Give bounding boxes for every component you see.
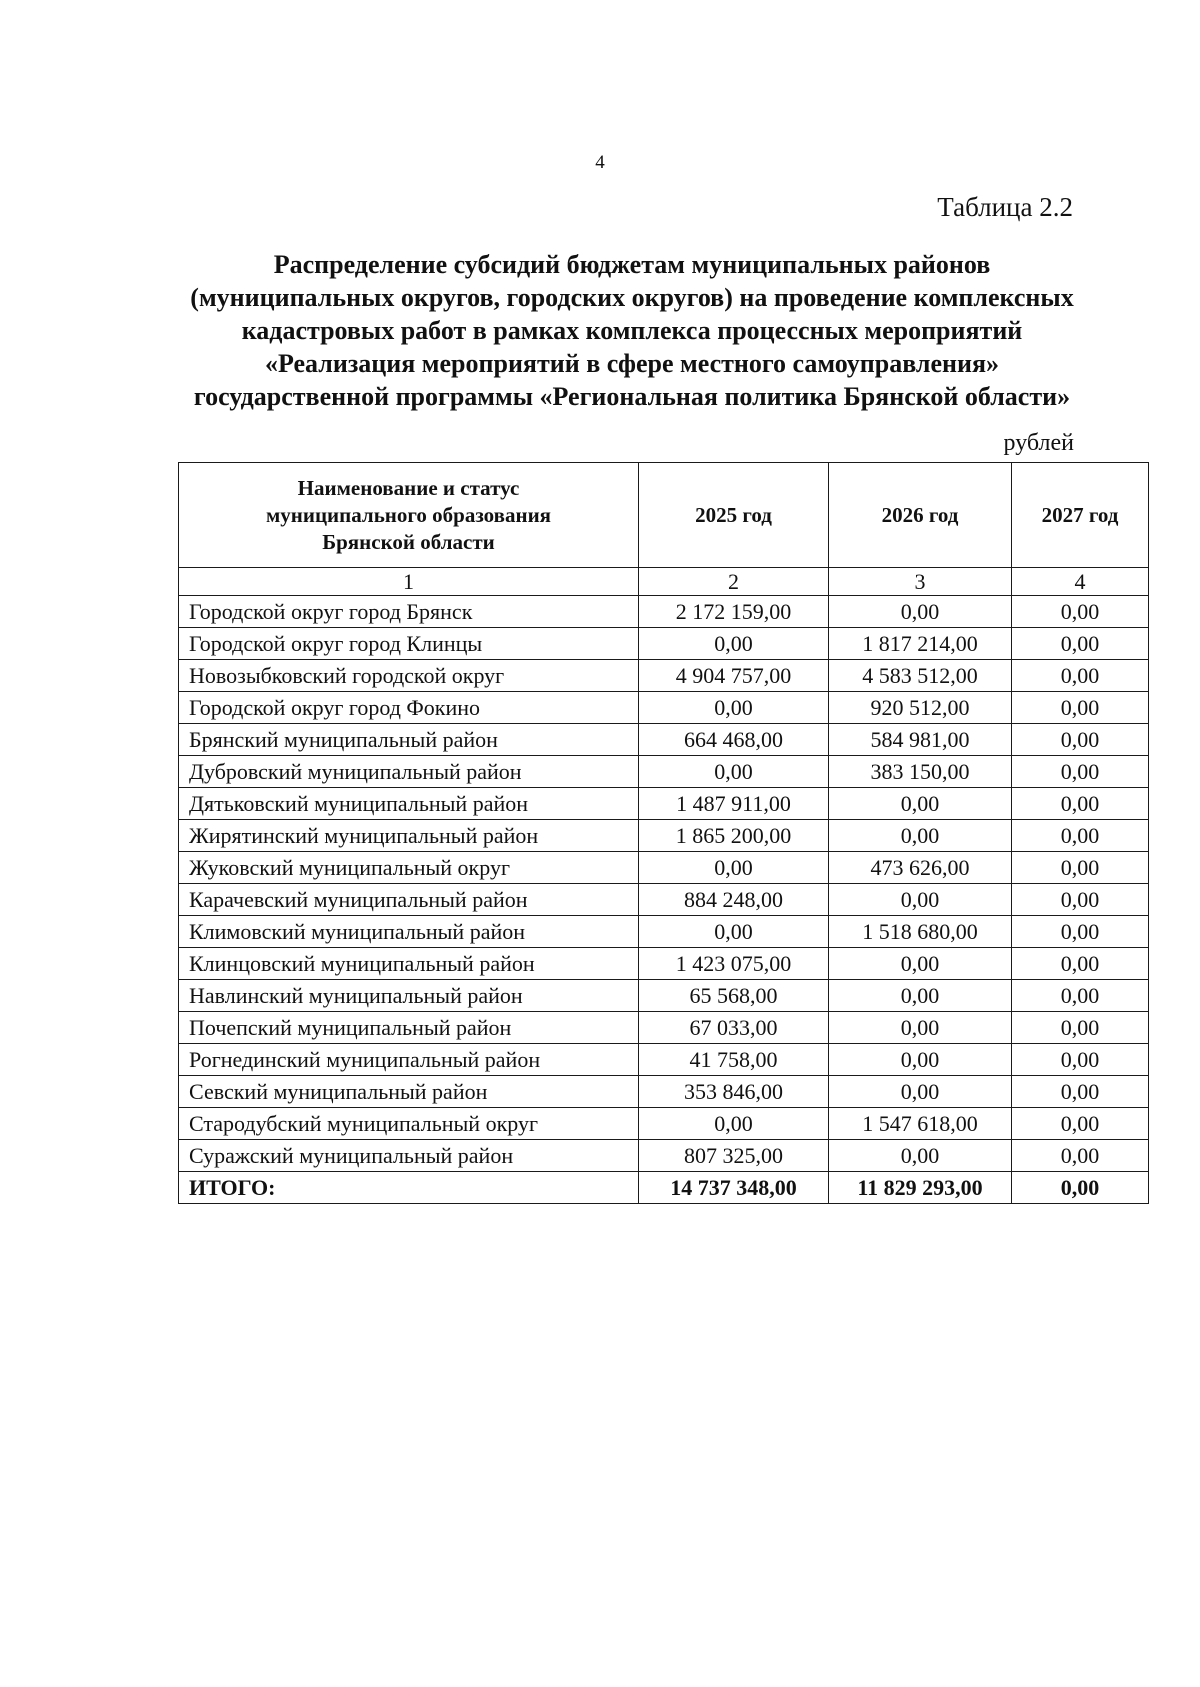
row-value-2027: 0,00 xyxy=(1012,756,1149,788)
total-row xyxy=(179,1172,1149,1204)
row-value-2027: 0,00 xyxy=(1012,788,1149,820)
table-row xyxy=(179,724,1149,756)
title-line: государственной программы «Региональная политика Брянской области» xyxy=(193,382,1071,411)
row-value-2027: 0,00 xyxy=(1012,980,1149,1012)
header-name: Наименование и статус муниципального образования Брянской области xyxy=(179,463,639,568)
title-line: «Реализация мероприятий в сфере местного самоуправления» xyxy=(264,349,1000,378)
row-value-2027: 0,00 xyxy=(1012,1108,1149,1140)
row-value-2026: 0,00 xyxy=(829,596,1012,628)
total-label: ИТОГО: xyxy=(179,1172,639,1204)
subsidy-table xyxy=(178,462,1149,1204)
row-value-2025: 1 423 075,00 xyxy=(639,948,829,980)
table-row xyxy=(179,884,1149,916)
row-name: Новозыбковский городской округ xyxy=(179,660,639,692)
row-value-2026: 1 518 680,00 xyxy=(829,916,1012,948)
row-name: Почепский муниципальный район xyxy=(179,1012,639,1044)
row-name: Севский муниципальный район xyxy=(179,1076,639,1108)
units-label: рублей xyxy=(1003,430,1074,456)
table-row xyxy=(179,1140,1149,1172)
row-value-2027: 0,00 xyxy=(1012,852,1149,884)
column-number-row xyxy=(179,568,1149,596)
row-value-2025: 1 865 200,00 xyxy=(639,820,829,852)
row-name: Городской округ город Брянск xyxy=(179,596,639,628)
column-number: 4 xyxy=(1012,568,1149,596)
table-row xyxy=(179,916,1149,948)
row-name: Климовский муниципальный район xyxy=(179,916,639,948)
row-value-2026: 0,00 xyxy=(829,884,1012,916)
row-value-2025: 0,00 xyxy=(639,756,829,788)
document-title xyxy=(150,248,1114,413)
table-row xyxy=(179,660,1149,692)
table-row xyxy=(179,1108,1149,1140)
table-row xyxy=(179,948,1149,980)
total-2027: 0,00 xyxy=(1012,1172,1149,1204)
row-value-2026: 0,00 xyxy=(829,788,1012,820)
table-row xyxy=(179,596,1149,628)
row-value-2025: 0,00 xyxy=(639,628,829,660)
table-row xyxy=(179,692,1149,724)
row-value-2026: 473 626,00 xyxy=(829,852,1012,884)
row-value-2025: 67 033,00 xyxy=(639,1012,829,1044)
row-value-2027: 0,00 xyxy=(1012,884,1149,916)
row-name: Жуковский муниципальный округ xyxy=(179,852,639,884)
row-value-2026: 0,00 xyxy=(829,1140,1012,1172)
table-row xyxy=(179,980,1149,1012)
row-value-2025: 0,00 xyxy=(639,916,829,948)
row-value-2025: 41 758,00 xyxy=(639,1044,829,1076)
row-value-2027: 0,00 xyxy=(1012,724,1149,756)
row-name: Брянский муниципальный район xyxy=(179,724,639,756)
header-2025: 2025 год xyxy=(639,463,829,568)
row-value-2026: 383 150,00 xyxy=(829,756,1012,788)
row-name: Дятьковский муниципальный район xyxy=(179,788,639,820)
row-name: Карачевский муниципальный район xyxy=(179,884,639,916)
row-name: Дубровский муниципальный район xyxy=(179,756,639,788)
row-name: Навлинский муниципальный район xyxy=(179,980,639,1012)
row-value-2027: 0,00 xyxy=(1012,1012,1149,1044)
row-value-2025: 884 248,00 xyxy=(639,884,829,916)
table-row xyxy=(179,1012,1149,1044)
row-value-2026: 4 583 512,00 xyxy=(829,660,1012,692)
header-2026: 2026 год xyxy=(829,463,1012,568)
row-value-2026: 584 981,00 xyxy=(829,724,1012,756)
row-value-2027: 0,00 xyxy=(1012,1044,1149,1076)
table-row xyxy=(179,852,1149,884)
page-number: 4 xyxy=(595,152,605,173)
row-name: Клинцовский муниципальный район xyxy=(179,948,639,980)
row-value-2025: 807 325,00 xyxy=(639,1140,829,1172)
table-row xyxy=(179,628,1149,660)
row-name: Стародубский муниципальный округ xyxy=(179,1108,639,1140)
row-name: Городской округ город Фокино xyxy=(179,692,639,724)
row-name: Жирятинский муниципальный район xyxy=(179,820,639,852)
header-row xyxy=(179,463,1149,568)
row-value-2027: 0,00 xyxy=(1012,596,1149,628)
row-value-2027: 0,00 xyxy=(1012,948,1149,980)
table-label: Таблица 2.2 xyxy=(937,192,1073,222)
column-number: 2 xyxy=(639,568,829,596)
row-value-2026: 0,00 xyxy=(829,1076,1012,1108)
row-value-2026: 0,00 xyxy=(829,820,1012,852)
row-value-2026: 1 817 214,00 xyxy=(829,628,1012,660)
row-value-2025: 664 468,00 xyxy=(639,724,829,756)
row-value-2025: 0,00 xyxy=(639,692,829,724)
title-line: Распределение субсидий бюджетам муниципальных районов xyxy=(273,250,991,279)
row-value-2027: 0,00 xyxy=(1012,660,1149,692)
header-2027: 2027 год xyxy=(1012,463,1149,568)
table-row xyxy=(179,820,1149,852)
row-value-2027: 0,00 xyxy=(1012,820,1149,852)
total-2025: 14 737 348,00 xyxy=(639,1172,829,1204)
row-value-2027: 0,00 xyxy=(1012,916,1149,948)
total-2026: 11 829 293,00 xyxy=(829,1172,1012,1204)
row-value-2026: 0,00 xyxy=(829,1012,1012,1044)
row-value-2026: 0,00 xyxy=(829,948,1012,980)
title-line: кадастровых работ в рамках комплекса процессных мероприятий xyxy=(241,316,1023,345)
row-value-2027: 0,00 xyxy=(1012,1076,1149,1108)
row-value-2025: 353 846,00 xyxy=(639,1076,829,1108)
row-name: Рогнединский муниципальный район xyxy=(179,1044,639,1076)
row-value-2027: 0,00 xyxy=(1012,1140,1149,1172)
row-value-2026: 0,00 xyxy=(829,980,1012,1012)
table-row xyxy=(179,756,1149,788)
column-number: 3 xyxy=(829,568,1012,596)
row-value-2025: 0,00 xyxy=(639,1108,829,1140)
title-line: (муниципальных округов, городских округов) на проведение комплексных xyxy=(190,283,1074,312)
table-row xyxy=(179,1076,1149,1108)
column-number: 1 xyxy=(179,568,639,596)
table-row xyxy=(179,1044,1149,1076)
row-value-2027: 0,00 xyxy=(1012,628,1149,660)
row-value-2026: 0,00 xyxy=(829,1044,1012,1076)
row-value-2025: 65 568,00 xyxy=(639,980,829,1012)
row-name: Суражский муниципальный район xyxy=(179,1140,639,1172)
row-value-2025: 4 904 757,00 xyxy=(639,660,829,692)
row-value-2026: 1 547 618,00 xyxy=(829,1108,1012,1140)
row-value-2026: 920 512,00 xyxy=(829,692,1012,724)
row-value-2025: 1 487 911,00 xyxy=(639,788,829,820)
row-value-2027: 0,00 xyxy=(1012,692,1149,724)
table-row xyxy=(179,788,1149,820)
row-name: Городской округ город Клинцы xyxy=(179,628,639,660)
row-value-2025: 2 172 159,00 xyxy=(639,596,829,628)
row-value-2025: 0,00 xyxy=(639,852,829,884)
